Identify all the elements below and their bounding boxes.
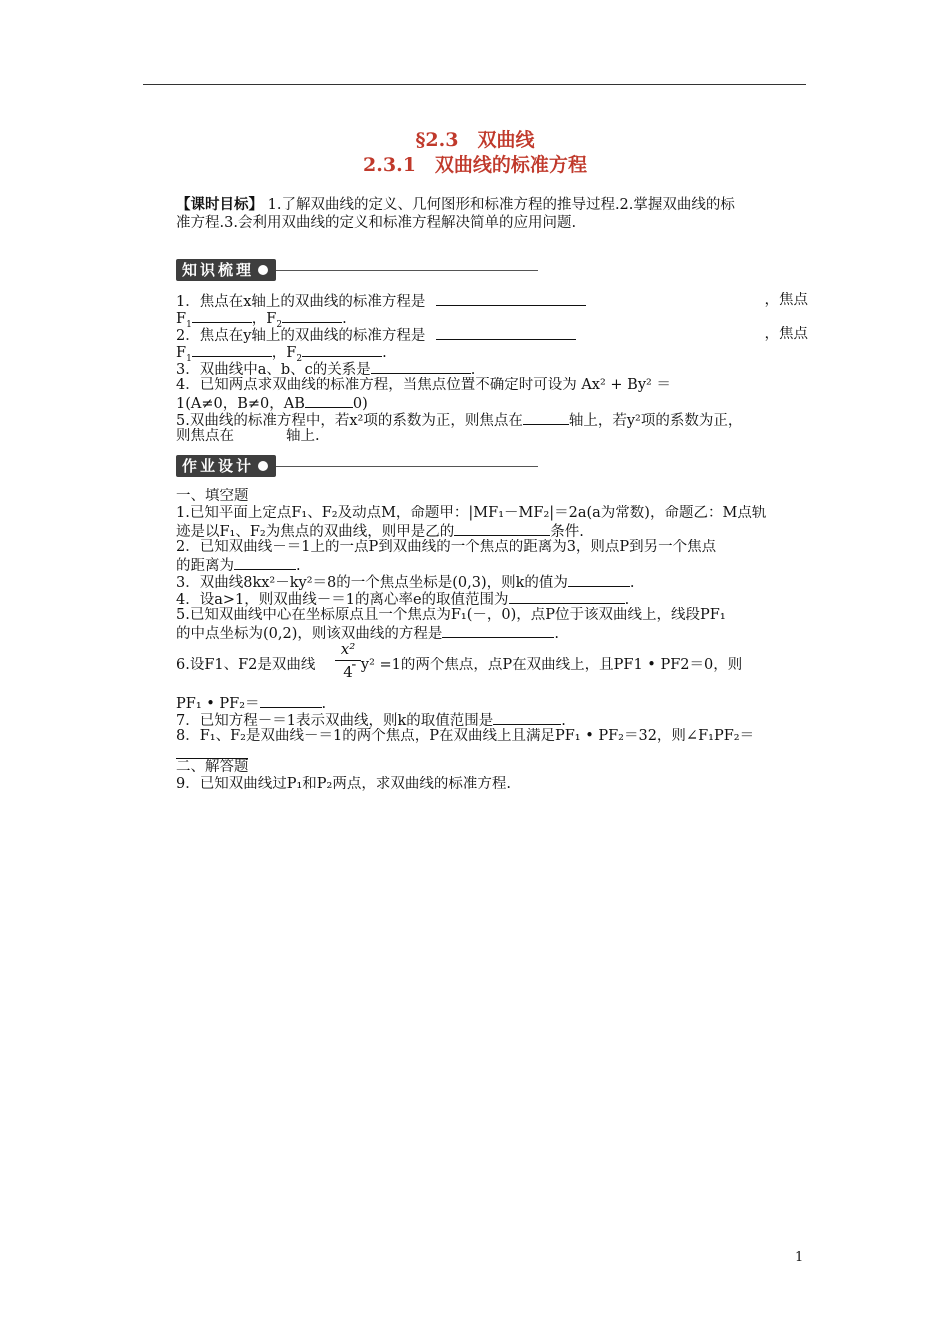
item-text: 2．焦点在y轴上的双曲线的标准方程是 — [176, 328, 426, 344]
fraction-bar — [335, 660, 361, 661]
knowledge-section-label: 知识梳理 — [182, 261, 255, 279]
part-2-heading: 二、解答题 — [176, 759, 249, 775]
bullet-icon — [258, 265, 268, 275]
item-text: PF₁ • PF₂＝ — [176, 696, 260, 712]
item-text: 0) — [352, 396, 368, 412]
answer-blank — [305, 394, 353, 408]
answer-blank — [282, 309, 342, 323]
answer-blank — [568, 573, 630, 587]
fraction-denominator: 4 — [343, 663, 353, 681]
knowledge-item-2-foci: $F_1$ ，$F_2$ . — [176, 345, 387, 364]
knowledge-item-5-cont — [176, 428, 808, 445]
header-rule — [143, 84, 806, 85]
page-number: 1 — [795, 1250, 804, 1265]
answer-blank — [454, 522, 550, 536]
homework-section-header — [176, 454, 538, 478]
answer-blank — [493, 711, 561, 725]
item-text: 迹是以F₁、F₂为焦点的双曲线，则甲是乙的 — [176, 524, 455, 540]
item-text: 7．已知方程－＝1表示双曲线，则k的取值范围是 — [176, 713, 494, 729]
item-text: 3．双曲线8kx²－ky²＝8的一个焦点坐标是(0,3)，则k的值为 — [176, 575, 568, 591]
knowledge-section-header — [176, 258, 538, 282]
answer-blank — [442, 624, 554, 638]
item-text: 3．双曲线中a、b、c的关系是 — [176, 362, 371, 378]
item-text: 的距离为 — [176, 558, 234, 574]
question-7: 7．已知方程－＝1表示双曲线，则k的取值范围是 . — [176, 713, 566, 729]
knowledge-item-4 — [176, 377, 808, 394]
answer-blank — [192, 309, 252, 323]
fraction-numerator: x² — [340, 640, 356, 658]
subsection-title: 2.3.1 双曲线的标准方程 — [363, 154, 587, 176]
section-title: §2.3 双曲线 — [415, 129, 535, 151]
question-2: 2．已知双曲线－＝1上的一点P到双曲线的一个焦点的距离为3，则点P到另一个焦点 — [176, 539, 717, 555]
answer-blank — [371, 360, 471, 374]
question-4: 4．设a>1，则双曲线－＝1的离心率e的取值范围为 . — [176, 592, 630, 608]
knowledge-item-1-foci: $F_1$ ，$F_2$ . — [176, 311, 347, 330]
question-5: 5.已知双曲线中心在坐标原点且一个焦点为F₁(－，0)，点P位于该双曲线上，线段PF₁ — [176, 607, 726, 623]
focus-label: F — [176, 311, 187, 327]
item-text: 轴上. — [286, 428, 320, 444]
question-8: 8．F₁、F₂是双曲线－＝1的两个焦点，P在双曲线上且满足PF₁ • PF₂＝32，则∠F₁PF₂＝ — [176, 728, 755, 744]
answer-blank — [260, 694, 322, 708]
item-text: 4．设a>1，则双曲线－＝1的离心率e的取值范围为 — [176, 592, 509, 608]
item-text: 1(A≠0，B≠0，AB — [176, 396, 305, 412]
answer-blank — [302, 343, 382, 357]
goal-line-2: 准方程.3.会利用双曲线的定义和标准方程解决简单的应用问题. — [176, 215, 577, 231]
item-text: ，焦点 — [764, 292, 808, 308]
item-text: 6.设F1、F2是双曲线 — [176, 657, 316, 673]
item-text: ，焦点 — [764, 326, 808, 342]
answer-blank — [192, 343, 272, 357]
knowledge-item-3: 3．双曲线中a、b、c的关系是 . — [176, 362, 476, 378]
question-1: 1.已知平面上定点F₁、F₂及动点M，命题甲：|MF₁－MF₂|＝2a(a为常数)，命题乙：M点轨 — [176, 505, 767, 521]
homework-section-label: 作业设计 — [182, 457, 255, 475]
item-text: 条件. — [550, 524, 584, 540]
section-rule — [276, 466, 538, 467]
answer-blank — [523, 411, 569, 425]
question-9: 9．已知双曲线过P₁和P₂两点，求双曲线的标准方程. — [176, 776, 511, 792]
question-6 — [176, 657, 808, 674]
question-6-cont: PF₁ • PF₂＝ . — [176, 696, 327, 712]
goal-label: 【课时目标】 — [176, 196, 263, 213]
item-text: 1．焦点在x轴上的双曲线的标准方程是 — [176, 294, 426, 310]
answer-blank — [234, 556, 296, 570]
question-5-cont: 的中点坐标为(0,2)，则该双曲线的方程是 . — [176, 626, 559, 642]
question-3: 3．双曲线8kx²－ky²＝8的一个焦点坐标是(0,3)，则k的值为 . — [176, 575, 635, 591]
item-text: - y² =1的两个焦点，点P在双曲线上，且PF1 • PF2＝0，则 — [351, 657, 743, 673]
question-2-cont: 的距离为 . — [176, 558, 301, 574]
bullet-icon — [258, 461, 268, 471]
answer-blank — [176, 745, 248, 759]
section-rule — [276, 270, 538, 271]
item-text: 的中点坐标为(0,2)，则该双曲线的方程是 — [176, 626, 443, 642]
lesson-goal — [176, 196, 808, 232]
goal-line-1: 1.了解双曲线的定义、几何图形和标准方程的推导过程.2.掌握双曲线的标 — [267, 197, 735, 213]
fraction-x2-over-4 — [333, 640, 363, 681]
item-text: 4．已知两点求双曲线的标准方程，当焦点位置不确定时可设为 Ax² + By² ＝ — [176, 377, 671, 393]
answer-blank — [436, 326, 576, 340]
answer-blank — [509, 590, 625, 604]
item-text: 则焦点在 — [176, 428, 234, 444]
item-text: 5.双曲线的标准方程中，若x²项的系数为正，则焦点在 — [176, 413, 523, 429]
answer-blank — [436, 292, 586, 306]
part-1-heading: 一、填空题 — [176, 488, 249, 504]
item-text: 轴上，若y²项的系数为正， — [568, 413, 743, 429]
